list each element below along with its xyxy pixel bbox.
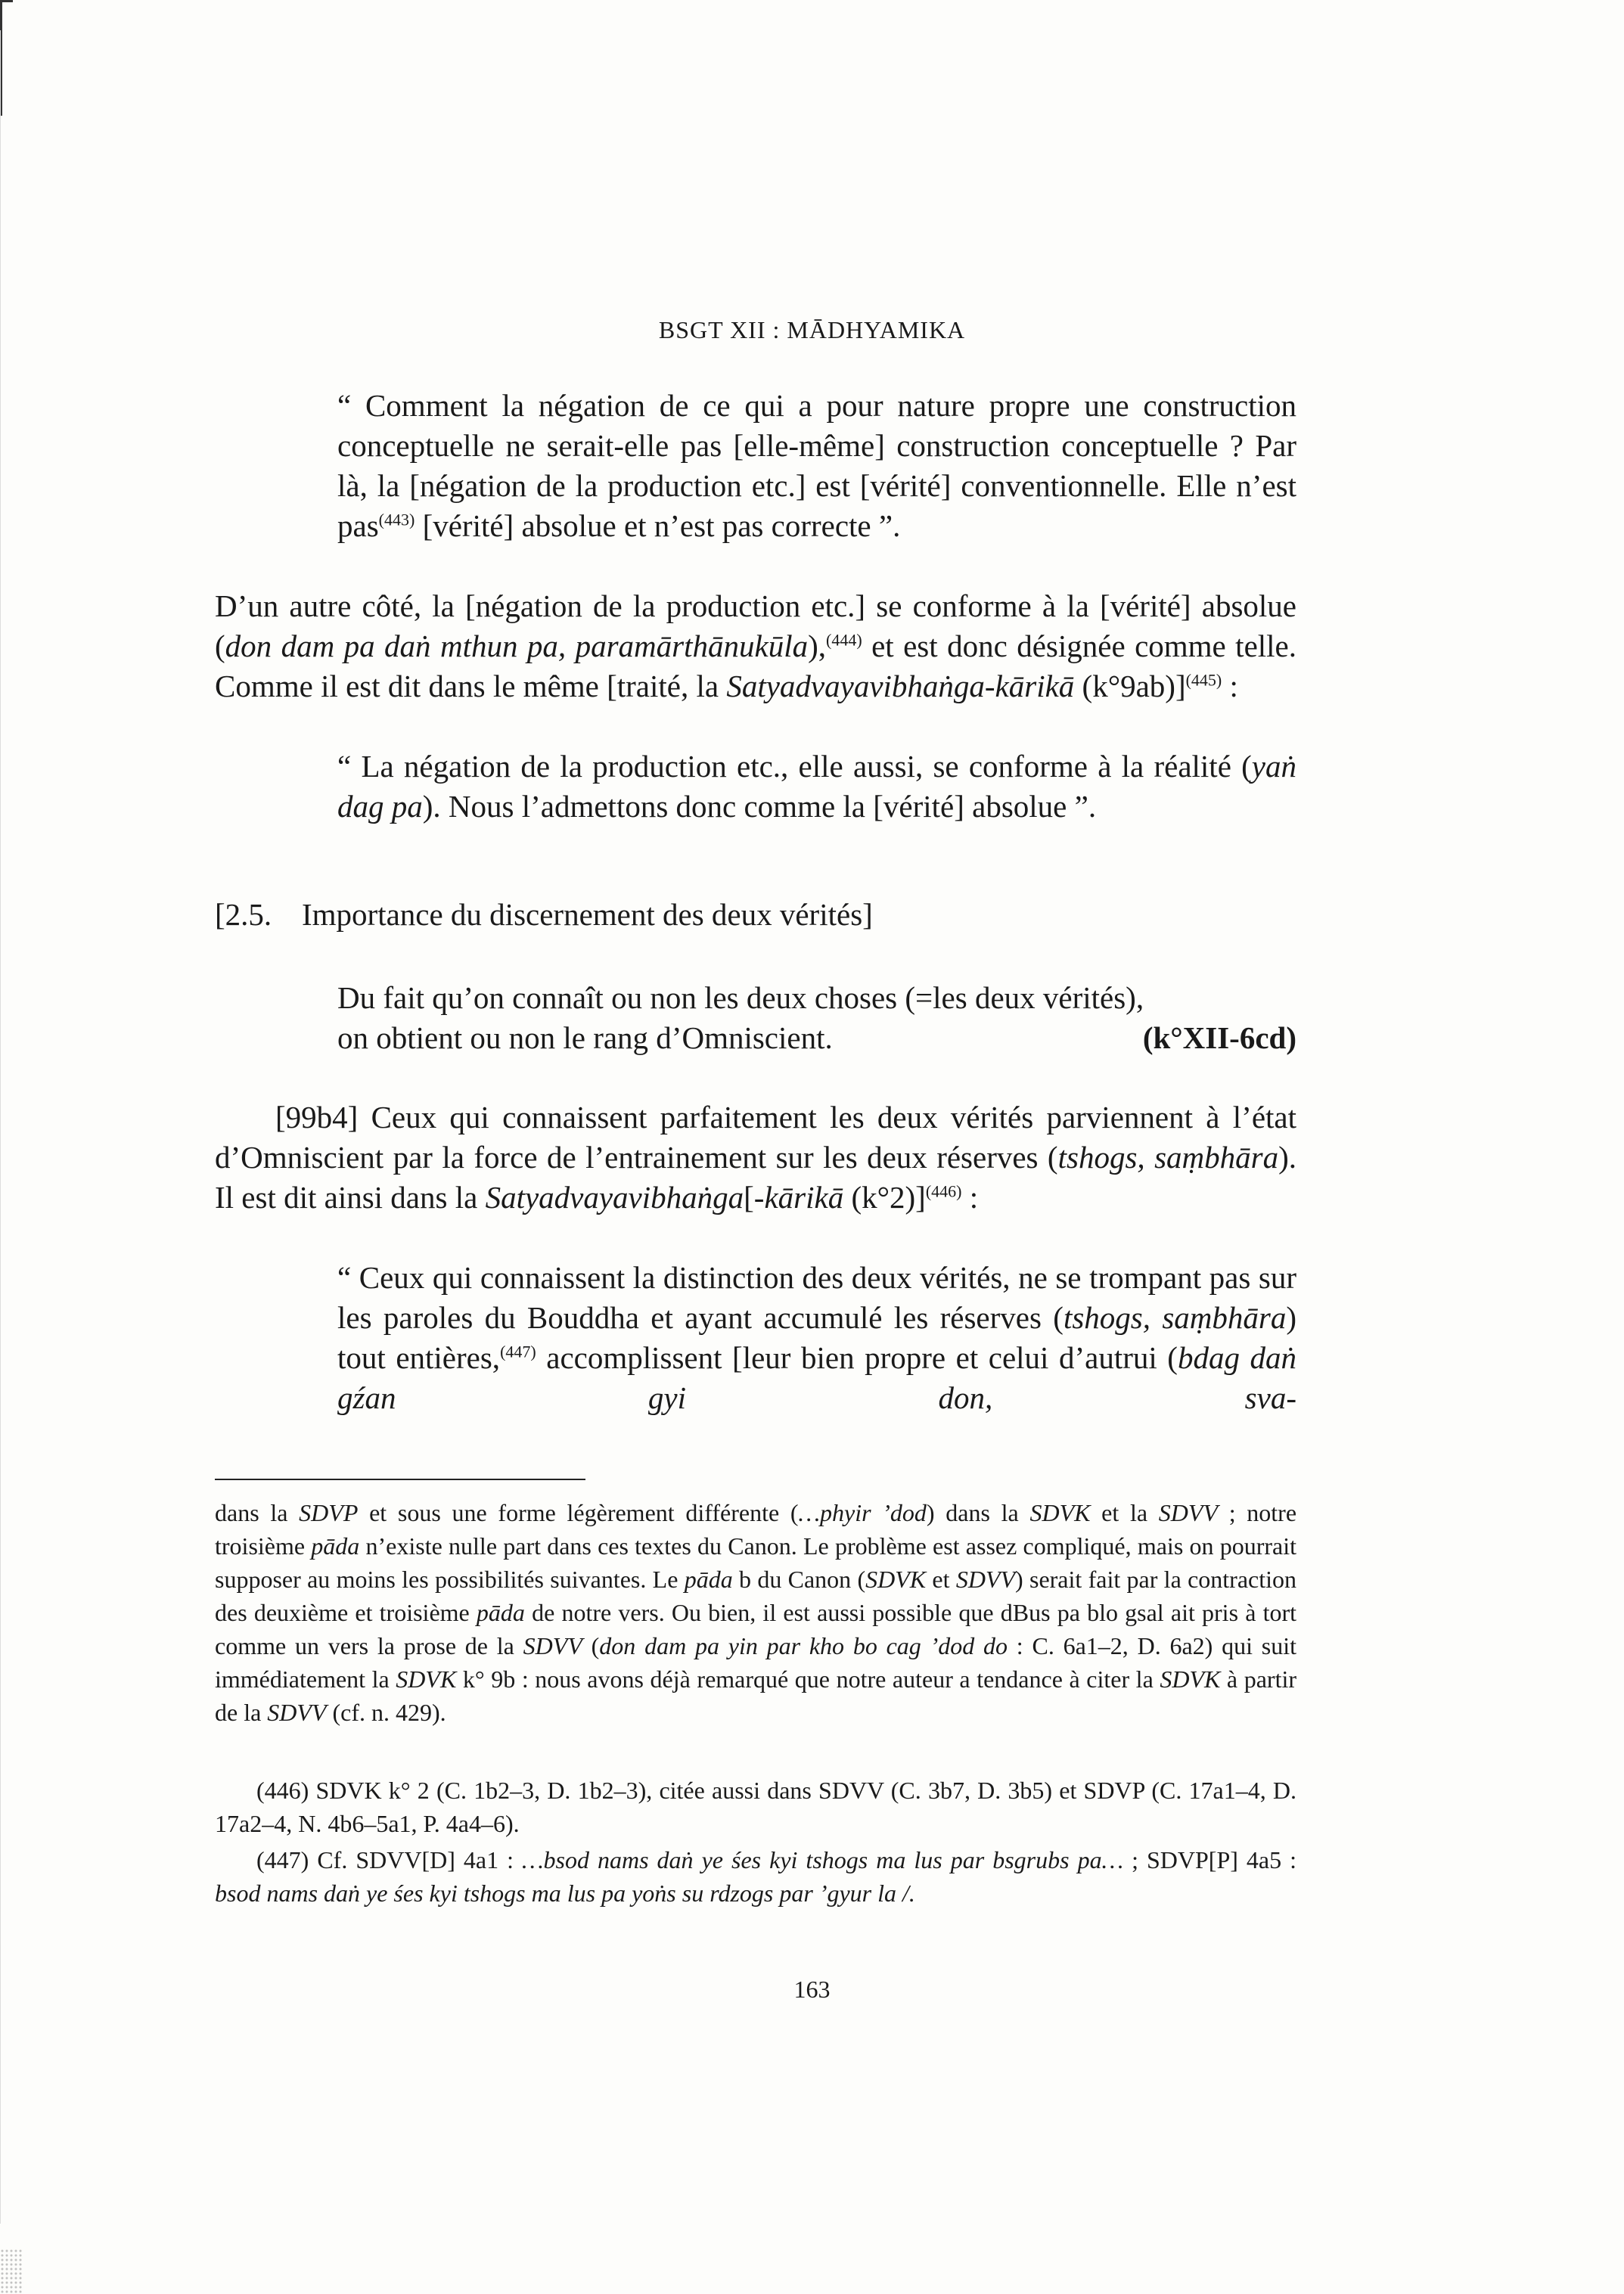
footnote-ref-446[interactable]: (446) — [925, 1181, 962, 1201]
footnote-446: (446) SDVK k° 2 (C. 1b2–3, D. 1b2–3), citée aussi dans SDVV (C. 3b7, D. 3b5) et SDVP (C. 17a1–4, D. 17a2–4, N. 4b6–5a1, P. 4a4–6). — [215, 1777, 1296, 1837]
footnote-ref-445[interactable]: (445) — [1185, 670, 1222, 690]
paragraph-1: D’un autre côté, la [négation de la production etc.] se conforme à la [vérité] absolue (don dam pa daṅ mthun pa, paramārthānukūla),$^{(444)}$ et est donc désignée comme telle. Comme il est dit dans le même [traité, la Satyadvayavibhaṅga-kārikā (k°9ab)]$^{(445)}$ : — [215, 588, 1296, 703]
scan-edge-line — [0, 30, 4, 2224]
quote-block-2: “ La négation de la production etc., elle aussi, se conforme à la réalité (yaṅ dag pa). Nous l’admettons donc comme la [vérité] absolue ”. — [337, 749, 1296, 824]
section-number: [2.5. — [215, 897, 272, 932]
section-heading — [215, 896, 873, 933]
footnote-447: (447) Cf. SDVV[D] 4a1 : …bsod nams daṅ ye śes kyi tshogs ma lus par bsgrubs pa… ; SDVP[P] 4a5 : bsod nams daṅ ye śes kyi tshogs ma lus pa yoṅs su rdzogs par ’gyur la /. — [215, 1846, 1297, 1907]
footnote-ref-443[interactable]: (443) — [378, 510, 415, 529]
scan-smudge — [0, 2249, 23, 2294]
verse-line-1: Du fait qu’on connaît ou non les deux choses (=les deux vérités), — [337, 980, 1144, 1015]
verse-reference: (k°XII-6cd) — [1142, 1020, 1296, 1055]
footnote-rule — [215, 1479, 585, 1480]
quote-block-1: “ Comment la négation de ce qui a pour nature propre une construction conceptuelle ne serait-elle pas [elle-même] construction conceptuelle ? Par là, la [négation de la production etc.] est [vérité] conventionnelle. Elle n’est pas$^{(443)}$ [vérité] absolue et n’est pas correcte ”. — [337, 388, 1296, 543]
quote-block-3: “ Ceux qui connaissent la distinction des deux vérités, ne se trompant pas sur les paroles du Bouddha et ayant accumulé les réserves (tshogs, saṃbhāra) tout entières,$^{(447)}$ accomplissent [leur bien propre et celui d’autrui (bdag daṅ gźan gyi don, sva- — [337, 1260, 1297, 1415]
footnote-ref-447[interactable]: (447) — [500, 1342, 536, 1361]
section-title: Importance du discernement des deux vérités] — [302, 897, 873, 932]
page-number: 163 — [793, 1976, 831, 2003]
verse-block — [337, 978, 1296, 1058]
running-header: BSGT XII : MĀDHYAMIKA — [658, 316, 966, 343]
footnote-continuation: dans la SDVP et sous une forme légèrement différente (…phyir ’dod) dans la SDVK et la SDVV ; notre troisième pāda n’existe nulle part dans ces textes du Canon. Le problème est assez compliqué, mais on pourrait supposer au moins les possibilités suivantes. Le pāda b du Canon (SDVK et SDVV) serait fait par la contraction des deuxième et troisième pāda de notre vers. Ou bien, il est aussi possible que dBus pa blo gsal ait pris à tort comme un vers la prose de la SDVV (don dam pa yin par kho bo cag ’dod do : C. 6a1–2, D. 6a2) qui suit immédiatement la SDVK k° 9b : nous avons déjà remarqué que notre auteur a tendance à citer la SDVK à partir de la SDVV (cf. n. 429). — [215, 1499, 1297, 1726]
paragraph-2: [99b4] Ceux qui connaissent parfaitement les deux vérités parviennent à l’état d’Omniscient par la force de l’entrainement sur les deux réserves (tshogs, saṃbhāra). Il est dit ainsi dans la Satyadvayavibhaṅga[-kārikā (k°2)]$^{(446)}$ : — [215, 1100, 1296, 1215]
footnote-ref-444[interactable]: (444) — [826, 630, 862, 650]
verse-line-2: on obtient ou non le rang d’Omniscient. — [337, 1020, 833, 1055]
